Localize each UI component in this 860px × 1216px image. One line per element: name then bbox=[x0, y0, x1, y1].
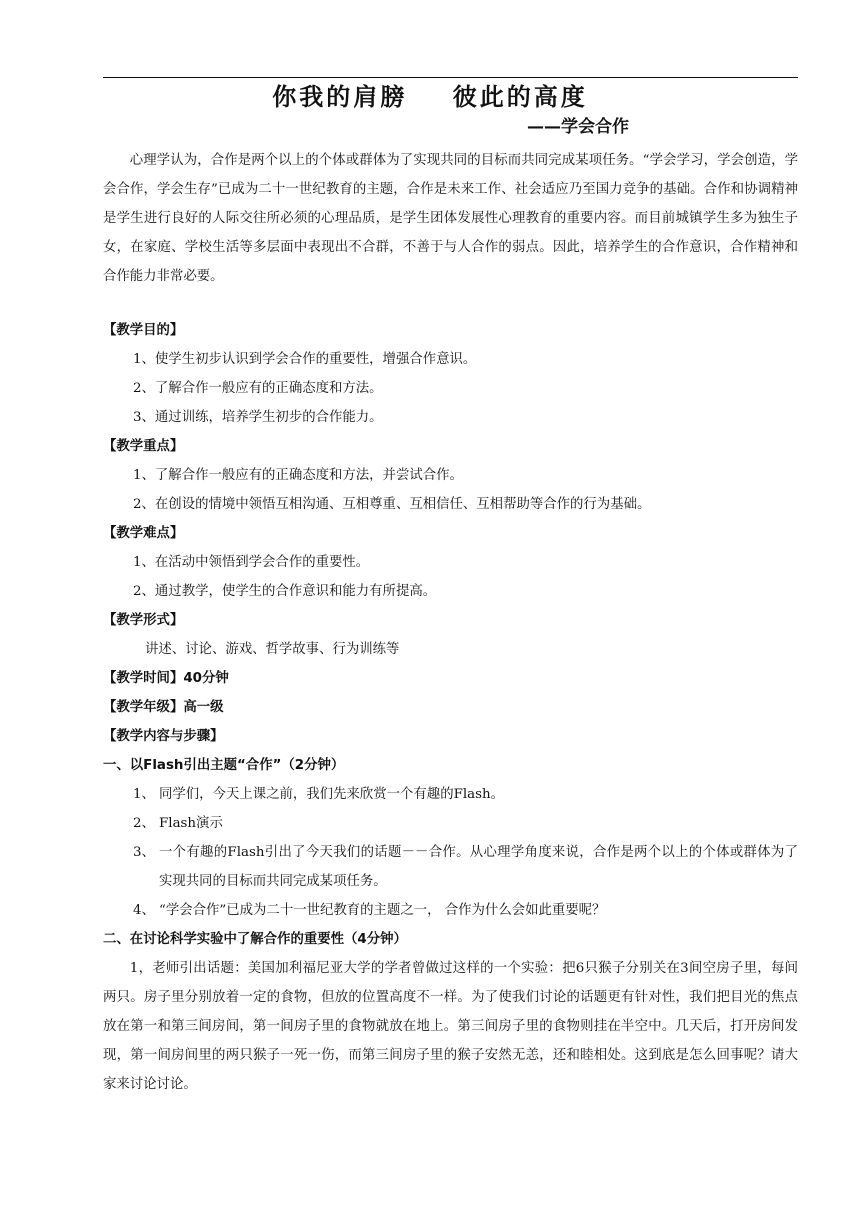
goal-item: 1、使学生初步认识到学会合作的重要性，增强合作意识。 bbox=[133, 352, 477, 367]
document-subtitle: ——学会合作 bbox=[527, 117, 629, 137]
difficulty-item: 1、在活动中领悟到学会合作的重要性。 bbox=[133, 555, 370, 570]
key-point-item: 1、了解合作一般应有的正确态度和方法，并尝试合作。 bbox=[133, 468, 463, 483]
form-text: 讲述、讨论、游戏、哲学故事、行为训练等 bbox=[145, 642, 400, 657]
step-text: Flash演示 bbox=[159, 816, 223, 831]
step-number: 1、 bbox=[133, 787, 155, 802]
goal-item: 3、通过训练，培养学生初步的合作能力。 bbox=[133, 410, 383, 425]
key-points-heading: 【教学重点】 bbox=[103, 439, 184, 454]
section-1-title: 一、以Flash引出主题“合作”（2分钟） bbox=[103, 758, 345, 773]
step-number: 3、 bbox=[133, 845, 155, 860]
section-1-step bbox=[133, 838, 798, 896]
intro-paragraph: 心理学认为，合作是两个以上的个体或群体为了实现共同的目标而共同完成某项任务。“学会学习，学会创造，学会合作，学会生存”已成为二十一世纪教育的主题，合作是未来工作、社会适应乃至国力竞争的基础。合作和协调精神是学生进行良好的人际交往所必须的心理品质，是学生团体发展性心理教育的重要内容。而目前城镇学生多为独生子女，在家庭、学校生活等多层面中表现出不合群，不善于与人合作的弱点。因此，培养学生的合作意识，合作精神和合作能力非常必要。 bbox=[103, 153, 798, 284]
section-1-step bbox=[133, 896, 798, 925]
difficulties-heading: 【教学难点】 bbox=[103, 526, 184, 541]
step-text: 一个有趣的Flash引出了今天我们的话题－－合作。从心理学角度来说，合作是两个以上的个体或群体为了实现共同的目标而共同完成某项任务。 bbox=[159, 845, 798, 889]
step-text: “学会合作”已成为二十一世纪教育的主题之一， 合作为什么会如此重要呢？ bbox=[159, 903, 606, 918]
goals-heading: 【教学目的】 bbox=[103, 323, 184, 338]
section-1-step bbox=[133, 780, 798, 809]
goal-item: 2、了解合作一般应有的正确态度和方法。 bbox=[133, 381, 383, 396]
step-text: 同学们，今天上课之前，我们先来欣赏一个有趣的Flash。 bbox=[159, 787, 505, 802]
step-number: 4、 bbox=[133, 903, 155, 918]
section-2-title: 二、在讨论科学实验中了解合作的重要性（4分钟） bbox=[103, 932, 407, 947]
difficulty-item: 2、通过教学，使学生的合作意识和能力有所提高。 bbox=[133, 584, 437, 599]
section-2-paragraph: 1，老师引出话题：美国加利福尼亚大学的学者曾做过这样的一个实验：把6只猴子分别关在3间空房子里，每间两只。房子里分别放着一定的食物，但放的位置高度不一样。为了使我们讨论的话题更有针对性，我们把目光的焦点放在第一和第三间房间，第一间房子里的食物就放在地上。第三间房子里的食物则挂在半空中。几天后，打开房间发现，第一间房间里的两只猴子一死一伤，而第三间房子里的猴子安然无恙，还和睦相处。这到底是怎么回事呢？请大家来讨论讨论。 bbox=[103, 961, 798, 1092]
key-point-item: 2、在创设的情境中领悟互相沟通、互相尊重、互相信任、互相帮助等合作的行为基础。 bbox=[133, 497, 651, 512]
content-heading: 【教学内容与步骤】 bbox=[103, 729, 224, 744]
form-heading: 【教学形式】 bbox=[103, 613, 184, 628]
header-rule bbox=[103, 77, 798, 78]
step-number: 2、 bbox=[133, 816, 155, 831]
time-line: 【教学时间】40分钟 bbox=[103, 671, 229, 686]
document-title: 你我的肩膀 彼此的高度 bbox=[272, 83, 588, 111]
grade-line: 【教学年级】高一级 bbox=[103, 700, 224, 715]
section-1-step bbox=[133, 809, 798, 838]
